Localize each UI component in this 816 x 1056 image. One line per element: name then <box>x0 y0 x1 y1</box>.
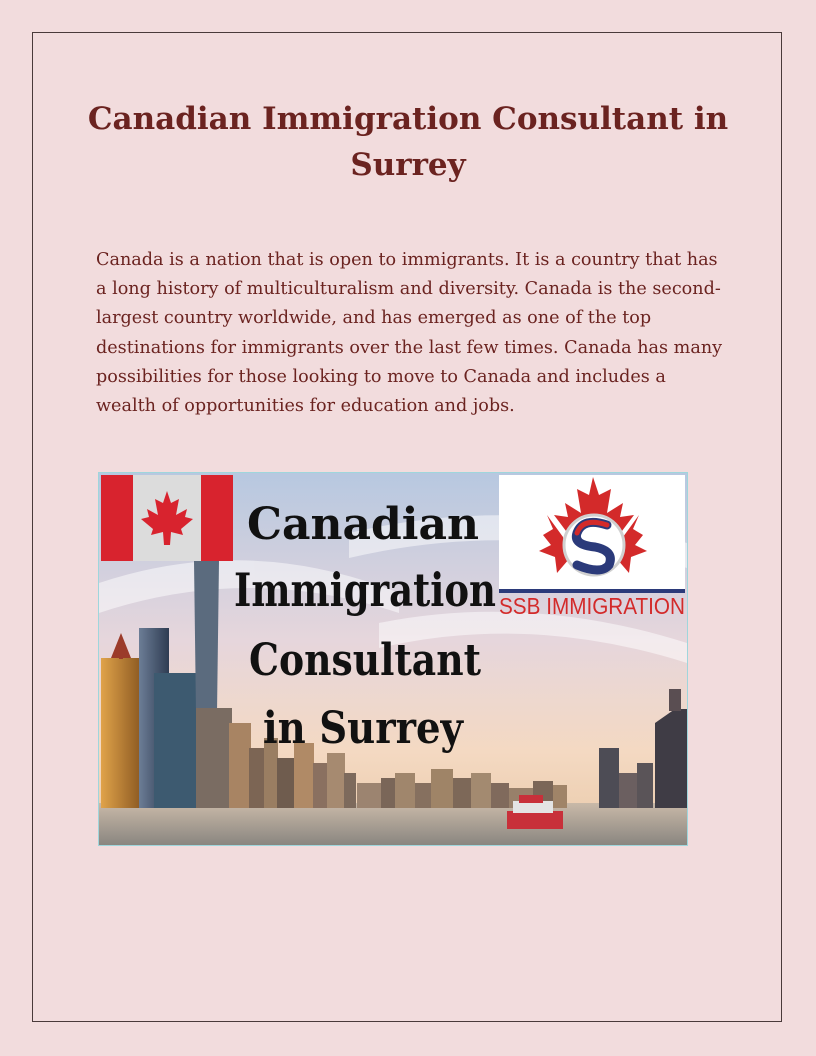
river <box>99 803 687 845</box>
banner-line-1: Canadian <box>246 499 480 550</box>
banner-image <box>98 472 688 846</box>
logo-text: SSB IMMIGRATION <box>499 593 685 619</box>
maple-leaf-s-logo-icon <box>499 475 685 593</box>
banner-line-2: Immigration <box>234 563 496 617</box>
banner-line-4: in Surrey <box>263 703 465 754</box>
banner-line-3: Consultant <box>249 635 482 686</box>
canada-flag-icon <box>101 475 233 561</box>
intro-paragraph: Canada is a nation that is open to immigrants. It is a country that has a long history of multiculturalism and diversity. Canada is the second-largest country worldwide, and has emerged as one of the top destinations for immigrants over the last few times. Canada has many possibilities for those looking to move to Canada and includes a wealth of opportunities for education and jobs. <box>96 250 723 417</box>
page-title: Canadian Immigration Consultant in Surrey <box>87 101 729 183</box>
